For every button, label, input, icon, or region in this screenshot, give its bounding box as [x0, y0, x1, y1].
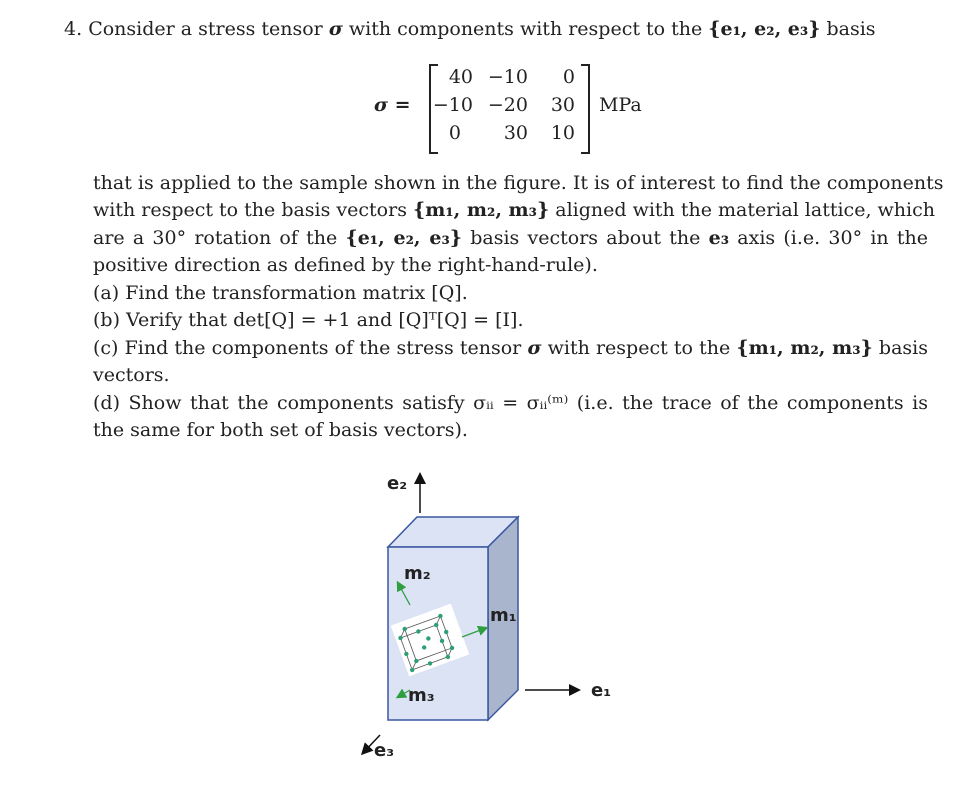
- m1-label: m₁: [490, 605, 517, 626]
- matrix-cell: −20: [487, 94, 528, 116]
- e1-label: e₁: [591, 680, 612, 701]
- paragraph-line-1: that is applied to the sample shown in the figure. It is of interest to find the components: [93, 172, 944, 194]
- e-basis-set: {e₁, e₂, e₃}: [708, 18, 821, 40]
- part-c-line-2: vectors.: [93, 364, 170, 386]
- intro-text-cont: with components with respect to the: [348, 18, 703, 40]
- problem-number: 4.: [64, 18, 83, 40]
- matrix-cell: 10: [550, 122, 575, 144]
- basis-word: basis: [826, 18, 876, 40]
- matrix-cell: 40: [448, 66, 473, 88]
- part-c: (c) Find the components of the stress tensor σ with respect to the {m₁, m₂, m₃} basis: [93, 337, 928, 359]
- m3-label: m₃: [408, 685, 435, 706]
- matrix-cell: 0: [448, 122, 461, 144]
- sigma-symbol: σ: [328, 18, 343, 40]
- matrix-lhs: σ =: [374, 94, 411, 116]
- matrix-cell: −10: [487, 66, 528, 88]
- matrix-cell: 0: [562, 66, 575, 88]
- e3-label: e₃: [374, 740, 395, 761]
- matrix-unit: MPa: [599, 94, 642, 116]
- intro-text: Consider a stress tensor: [88, 18, 323, 40]
- paragraph-line-2: with respect to the basis vectors {m₁, m₂, m₃} aligned with the material lattice, which: [93, 199, 935, 221]
- e2-label: e₂: [387, 473, 408, 494]
- m-basis-set: {m₁, m₂, m₃}: [736, 337, 873, 359]
- sigma-symbol: σ: [527, 337, 542, 359]
- paragraph-line-3: are a 30° rotation of the {e₁, e₂, e₃} basis vectors about the e₃ axis (i.e. 30° in the: [93, 227, 928, 249]
- part-d-line-2: the same for both set of basis vectors).: [93, 419, 468, 441]
- e-basis-set: {e₁, e₂, e₃}: [345, 227, 462, 249]
- matrix-cell: 30: [503, 122, 528, 144]
- paragraph-line-4: positive direction as defined by the right-hand-rule).: [93, 254, 598, 276]
- part-d: (d) Show that the components satisfy σᵢᵢ = σᵢᵢ⁽ᵐ⁾ (i.e. the trace of the components is: [93, 392, 928, 414]
- part-b: (b) Verify that det[Q] = +1 and [Q]ᵀ[Q] = [I].: [93, 309, 524, 331]
- problem-statement: [64, 17, 876, 41]
- e3-axis: e₃: [708, 227, 730, 249]
- m2-label: m₂: [404, 563, 431, 584]
- matrix-cell: −10: [432, 94, 473, 116]
- sample-figure: [350, 465, 630, 765]
- matrix-cell: 30: [550, 94, 575, 116]
- m-basis-set: {m₁, m₂, m₃}: [413, 199, 550, 221]
- part-a: (a) Find the transformation matrix [Q].: [93, 282, 468, 304]
- matrix-right-bracket: [581, 64, 590, 154]
